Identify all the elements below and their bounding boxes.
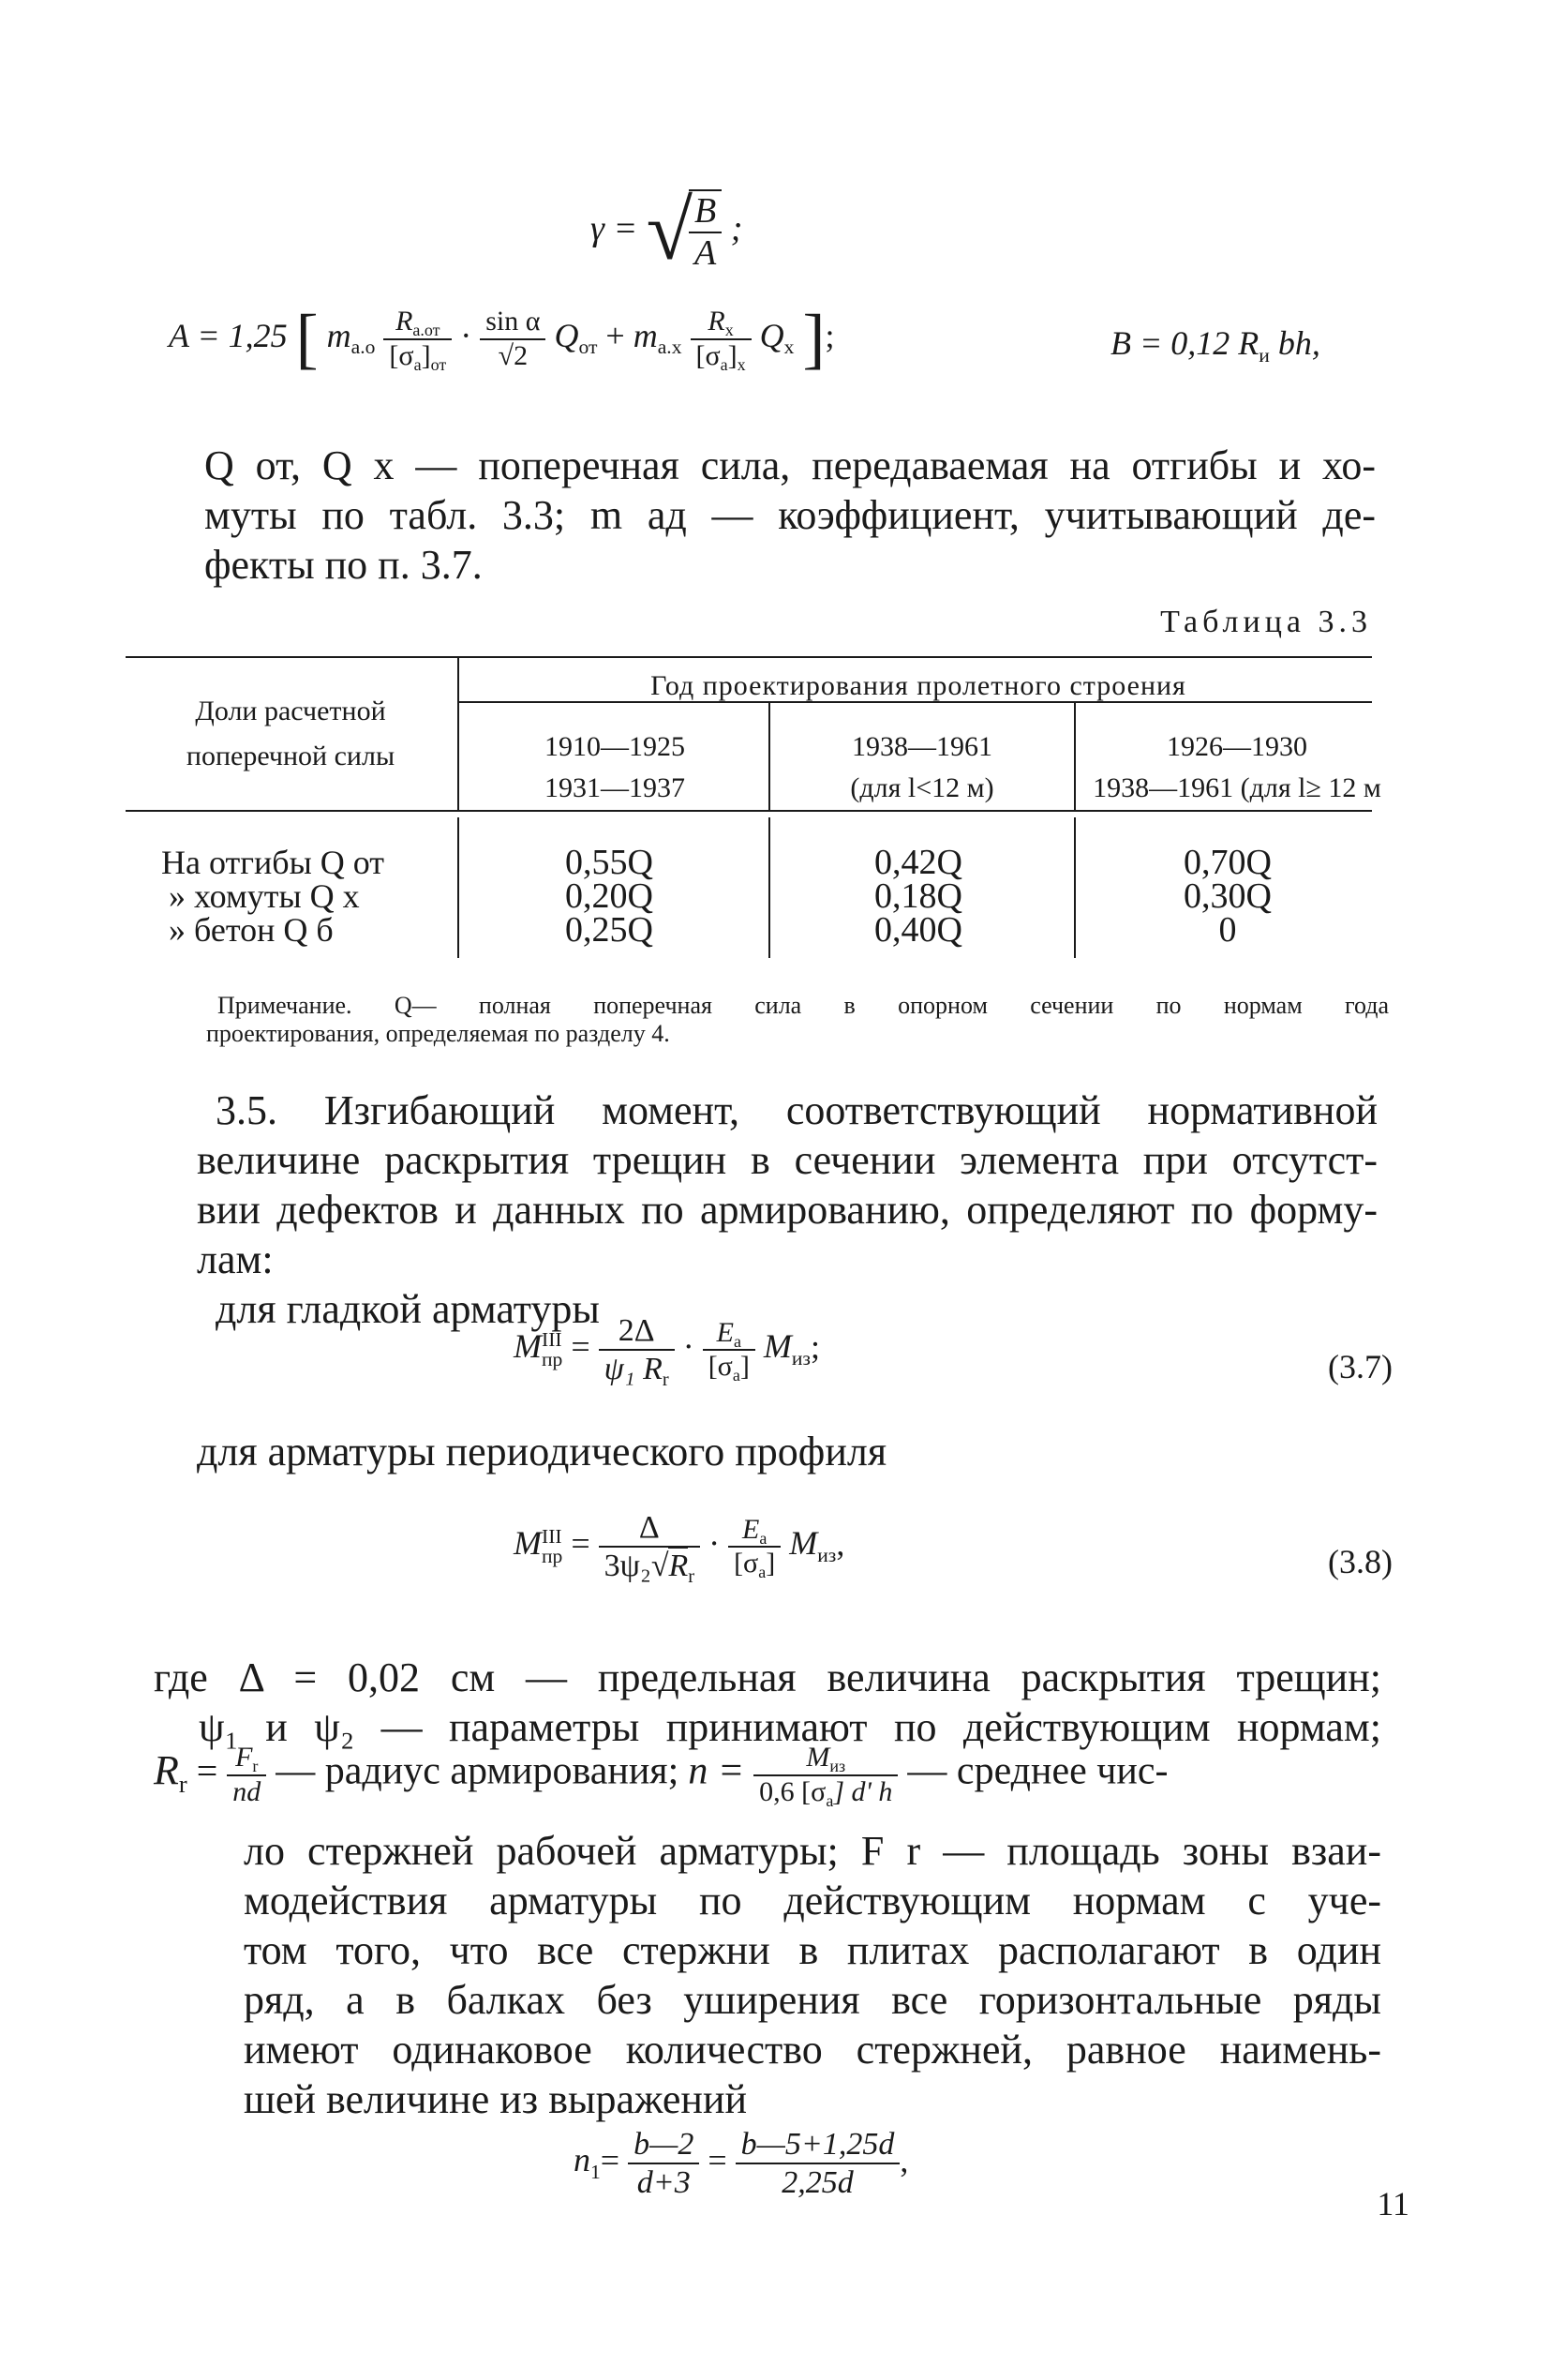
a-dot: · <box>460 316 472 354</box>
a-lhs: A = 1,25 <box>169 316 288 354</box>
gamma-lhs: γ = <box>590 209 638 248</box>
sqrt-sign: √ <box>646 185 693 277</box>
f37-frac1: $\frac{2\Delta}{\psi_1 R_r}$ <box>599 1312 675 1387</box>
row-label-3: » бетон Q б <box>169 911 334 949</box>
a-m1: $m_{а.о}$ <box>326 316 376 359</box>
bracket-close: ] <box>802 301 826 376</box>
gamma-num: B <box>689 191 722 234</box>
table-body-vline-2 <box>768 817 770 958</box>
col-values-3: 0,70Q 0,30Q 0 <box>1184 843 1272 950</box>
f38-frac1: $\frac{\Delta}{3\psi_2√R_r}$ <box>599 1509 700 1584</box>
where-line-1: где Δ = 0,02 см — предельная величина раскрытия трещин; <box>154 1654 1381 1700</box>
a-q1: $Q_{от}$ <box>554 316 598 359</box>
n1-formula: $n_1=$ $\frac{b—2}{d+3}$ = $\frac{b—5+1,25d}{2,25d}$ , <box>574 2127 909 2201</box>
s35-line-3: вии дефектов и данных по армированию, определяют по форму- <box>197 1187 1378 1233</box>
bracket-open: [ <box>295 301 319 376</box>
col-header-1: 1910—1925 1931—1937 <box>544 731 685 803</box>
a-plus: + <box>605 316 625 354</box>
gamma-fraction <box>689 189 722 275</box>
section-3-5-paragraph <box>197 1085 1378 1334</box>
table-caption: Таблица 3.3 <box>1160 605 1372 639</box>
definitions-line-3: фекты по п. 3.7. <box>204 542 483 588</box>
gamma-den: A <box>694 233 717 274</box>
table-vline-2 <box>768 703 770 810</box>
row-labels <box>161 846 384 947</box>
table-vline-3 <box>1074 703 1076 810</box>
row-label-2: » хомуты Q х <box>169 877 360 915</box>
where-paragraph-rest: ло стержней рабочей арматуры; F r — площадь зоны взаи- модействия арматуры по действующим нормам с уче- том того, что все стержни в плитах располагают в один ряд, а в балках без уширения все горизонтальные ряды имеют одинаковое количество стержней, равное наимень- шей величине из выражений <box>244 1828 1381 2122</box>
col-header-2: 1938—1961 (для l<12 м) <box>850 731 994 803</box>
definitions-line-2: муты по табл. 3.3; m ад — коэффициент, учитывающий де- <box>204 492 1376 538</box>
gamma-formula <box>590 183 742 279</box>
table-header-rule <box>126 810 1372 812</box>
group-header-cell: Год проектирования пролетного строения <box>650 670 1186 701</box>
col-values-1: 0,55Q 0,20Q 0,25Q <box>565 843 653 950</box>
definitions-line-1: Q от, Q х — поперечная сила, передаваемая на отгибы и хо- <box>204 442 1376 488</box>
row-label-1: На отгибы Q от <box>161 844 385 881</box>
a-semicolon: ; <box>825 316 835 354</box>
s35-line-1: 3.5. Изгибающий момент, соответствующий нормативной <box>216 1087 1378 1133</box>
page-number: 11 <box>1377 2185 1409 2223</box>
f37-lhs: M III пр <box>514 1327 563 1371</box>
where-line-2: ψ₁ и ψ₂ — параметры принимают по действующим нормам; <box>199 1704 1381 1750</box>
table-vline-1 <box>457 658 459 810</box>
formula-3-7-number: (3.7) <box>1328 1348 1393 1385</box>
table-body-vline-3 <box>1074 817 1076 958</box>
s35-line-2: величине раскрытия трещин в сечении элемента при отсутст- <box>197 1137 1378 1183</box>
definitions-paragraph <box>204 441 1376 590</box>
s35-line-4: лам: <box>197 1236 274 1282</box>
b-formula: B = 0,12 $R_и$ bh, <box>1110 324 1320 367</box>
a-m2: $m_{а.х}$ <box>633 316 682 359</box>
smooth-label: для гладкой арматуры <box>216 1286 600 1332</box>
formula-3-8: M III пр = $\frac{\Delta}{3\psi_2√R_r}$ · $\frac{E_а}{[\sigma_а]}$ $M_{из}$, <box>514 1510 845 1588</box>
row-header-cell: Доли расчетной поперечной силы <box>186 696 395 771</box>
a-frac2: $\frac{\text{sin α}}{√2}$ <box>480 306 545 372</box>
periodic-label: для арматуры периодического профиля <box>197 1429 887 1474</box>
table-body-vline-1 <box>457 817 459 958</box>
formula-3-7: M III пр = $\frac{2\Delta}{\psi_1 R_r}$ · $\frac{E_а}{[\sigma_а]}$ $M_{из}$; <box>514 1313 820 1391</box>
table-top-rule <box>126 656 1372 658</box>
f38-frac2: $\frac{E_а}{[\sigma_а]}$ <box>728 1514 781 1580</box>
a-frac1: $\frac{R_{а.от}}{[\sigma_а]_{от}}$ <box>383 306 452 372</box>
table-note: Примечание. Q— полная поперечная сила в опорном сечении по нормам года проектирования, определяемая по разделу 4. <box>206 992 1389 1047</box>
a-formula <box>169 300 834 378</box>
a-frac3: $\frac{R_х}{[\sigma_а]_х}$ <box>691 306 752 372</box>
where-paragraph <box>154 1653 1381 1752</box>
col-values-2: 0,42Q 0,18Q 0,40Q <box>874 843 962 950</box>
a-q2: $Q_х$ <box>759 316 795 359</box>
formula-3-8-number: (3.8) <box>1328 1543 1393 1580</box>
col-header-3: 1926—1930 1938—1961 (для l≥ 12 м <box>1093 731 1381 803</box>
f37-frac2: $\frac{E_а}{[\sigma_а]}$ <box>703 1317 755 1384</box>
gamma-tail: ; <box>730 209 743 248</box>
where-line-3: $R_r$ = $\frac{F_r}{nd}$ — радиус армирования; n = $\frac{M_{из}}{0,6 [\sigma_а] d' h}$ — среднее чис- <box>154 1742 1169 1810</box>
